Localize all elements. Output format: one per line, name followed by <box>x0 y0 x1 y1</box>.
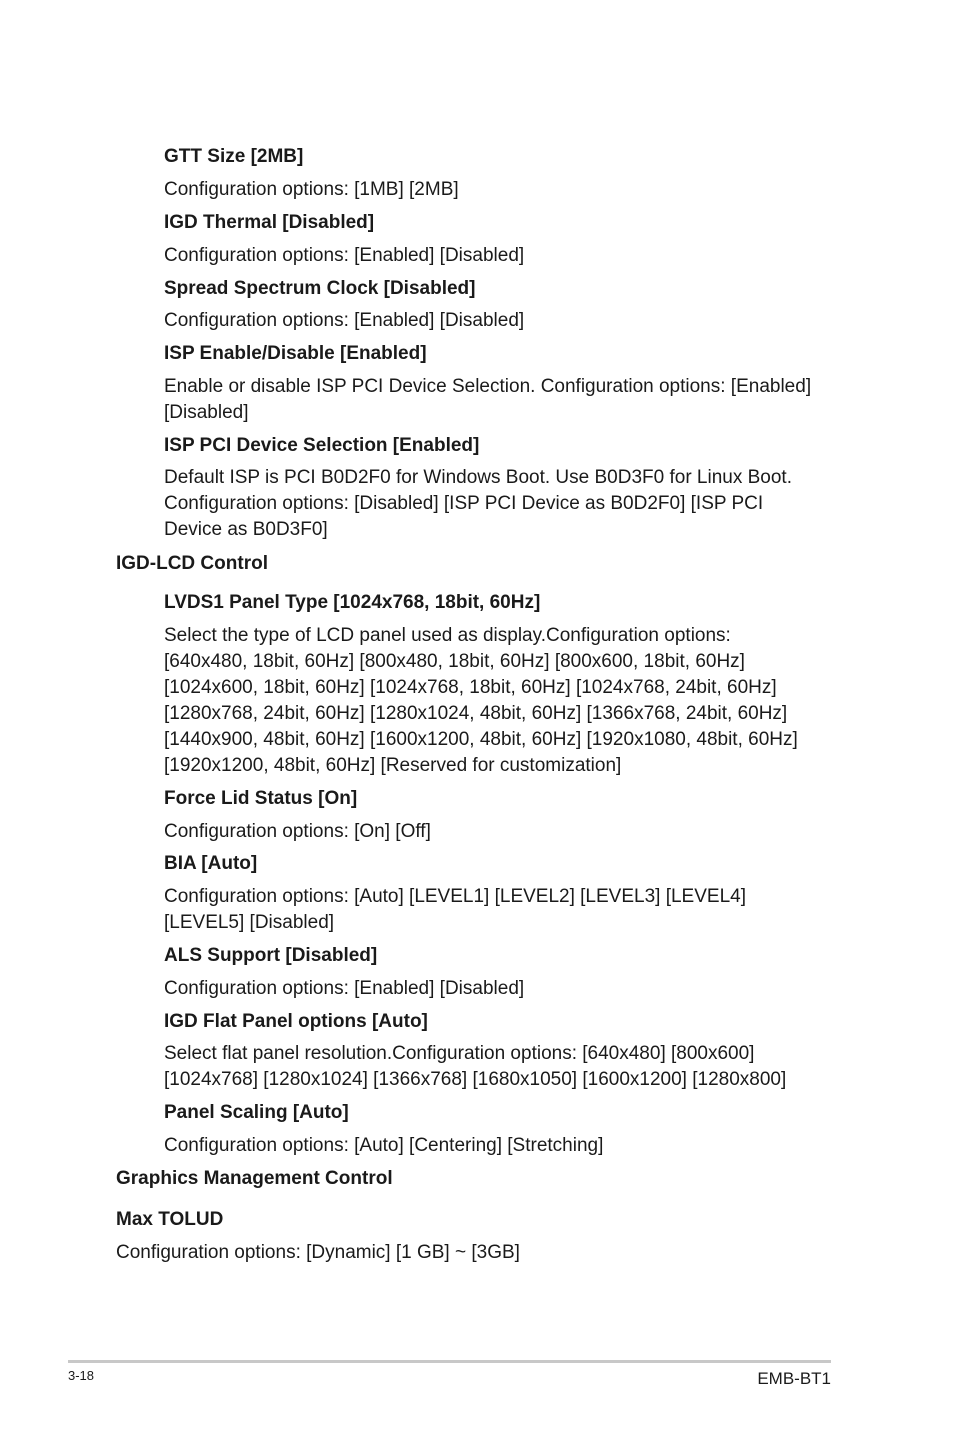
heading-igd-thermal: IGD Thermal [Disabled] <box>164 212 375 233</box>
desc-igd-flat-panel-line1: Select flat panel resolution.Configuration options: [640x480] [800x600] <box>164 1043 755 1064</box>
section-igd-lcd-control: IGD-LCD Control <box>116 553 268 574</box>
heading-isp-pci-device-selection: ISP PCI Device Selection [Enabled] <box>164 435 480 456</box>
desc-isp-enable-disable-line1: Enable or disable ISP PCI Device Selection. Configuration options: [Enabled] <box>164 376 812 397</box>
desc-bia-line2: [LEVEL5] [Disabled] <box>164 912 335 933</box>
desc-igd-flat-panel-line2: [1024x768] [1280x1024] [1366x768] [1680x1050] [1600x1200] [1280x800] <box>164 1069 787 1090</box>
section-graphics-management-control: Graphics Management Control <box>116 1168 393 1189</box>
desc-isp-enable-disable-line2: [Disabled] <box>164 402 249 423</box>
footer-divider <box>68 1360 831 1363</box>
footer-product-name: EMB-BT1 <box>757 1369 831 1388</box>
desc-lvds1-line4: [1280x768, 24bit, 60Hz] [1280x1024, 48bit, 60Hz] [1366x768, 24bit, 60Hz] <box>164 703 788 724</box>
desc-isp-pci-line1: Default ISP is PCI B0D2F0 for Windows Boot. Use B0D3F0 for Linux Boot. <box>164 467 792 488</box>
heading-lvds1-panel-type: LVDS1 Panel Type [1024x768, 18bit, 60Hz] <box>164 592 541 613</box>
heading-spread-spectrum-clock: Spread Spectrum Clock [Disabled] <box>164 278 476 299</box>
desc-isp-pci-line3: Device as B0D3F0] <box>164 519 328 540</box>
heading-force-lid-status: Force Lid Status [On] <box>164 788 358 809</box>
heading-bia: BIA [Auto] <box>164 853 258 874</box>
footer-page-number: 3-18 <box>68 1368 95 1383</box>
desc-igd-thermal: Configuration options: [Enabled] [Disabled] <box>164 245 525 266</box>
heading-als-support: ALS Support [Disabled] <box>164 945 378 966</box>
desc-lvds1-line6: [1920x1200, 48bit, 60Hz] [Reserved for customization] <box>164 755 622 776</box>
desc-lvds1-line1: Select the type of LCD panel used as display.Configuration options: <box>164 625 731 646</box>
desc-max-tolud: Configuration options: [Dynamic] [1 GB] ~ [3GB] <box>116 1242 520 1263</box>
desc-panel-scaling: Configuration options: [Auto] [Centering] [Stretching] <box>164 1135 604 1156</box>
desc-lvds1-line5: [1440x900, 48bit, 60Hz] [1600x1200, 48bit, 60Hz] [1920x1080, 48bit, 60Hz] <box>164 729 798 750</box>
desc-spread-spectrum-clock: Configuration options: [Enabled] [Disabled] <box>164 310 525 331</box>
heading-isp-enable-disable: ISP Enable/Disable [Enabled] <box>164 343 427 364</box>
desc-bia-line1: Configuration options: [Auto] [LEVEL1] [LEVEL2] [LEVEL3] [LEVEL4] <box>164 886 746 907</box>
desc-lvds1-line3: [1024x600, 18bit, 60Hz] [1024x768, 18bit, 60Hz] [1024x768, 24bit, 60Hz] <box>164 677 777 698</box>
heading-igd-flat-panel-options: IGD Flat Panel options [Auto] <box>164 1011 428 1032</box>
section-max-tolud: Max TOLUD <box>116 1209 224 1230</box>
desc-force-lid-status: Configuration options: [On] [Off] <box>164 821 431 842</box>
desc-isp-pci-line2: Configuration options: [Disabled] [ISP PCI Device as B0D2F0] [ISP PCI <box>164 493 764 514</box>
desc-als-support: Configuration options: [Enabled] [Disabled] <box>164 978 525 999</box>
heading-gtt-size: GTT Size [2MB] <box>164 146 304 167</box>
desc-lvds1-line2: [640x480, 18bit, 60Hz] [800x480, 18bit, 60Hz] [800x600, 18bit, 60Hz] <box>164 651 745 672</box>
desc-gtt-size: Configuration options: [1MB] [2MB] <box>164 179 459 200</box>
heading-panel-scaling: Panel Scaling [Auto] <box>164 1102 349 1123</box>
